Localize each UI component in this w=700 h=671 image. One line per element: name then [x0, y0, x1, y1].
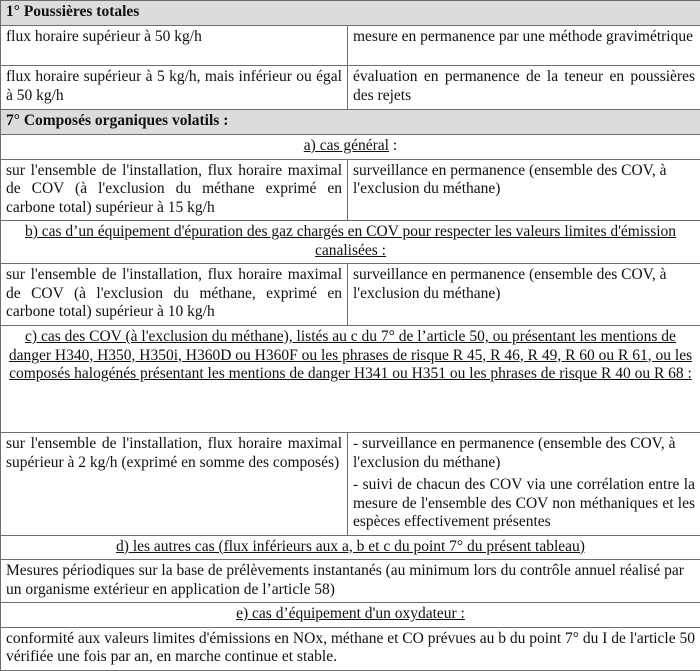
table-row — [1, 560, 700, 603]
table-row — [1, 66, 700, 110]
requirement-item: - suivi de chacun des COV via une corrélation entre la mesure de l'ensemble des COV non méthaniques et les espèces effectivement présentes — [353, 476, 695, 532]
condition-cell: sur l'ensemble de l'installation, flux horaire maximal supérieur à 2 kg/h (exprimé en somme des composés) — [1, 433, 348, 536]
section-title: 7° Composés organiques volatils : — [1, 110, 700, 135]
requirement-item: - surveillance en permanence (ensemble des COV, à l'exclusion du méthane) — [353, 435, 695, 472]
table-row — [1, 264, 700, 326]
section-header-voc — [1, 110, 700, 135]
subsection-header-case-e — [1, 603, 700, 628]
subsection-header-case-a — [1, 135, 700, 160]
table-row — [1, 627, 700, 670]
subsection-title-text: d) les autres cas (flux inférieurs aux a, b et c du point 7° du présent tableau) — [116, 538, 585, 555]
subsection-title-text: a) cas général — [304, 137, 389, 154]
table-row — [1, 26, 700, 66]
condition-cell: sur l'ensemble de l'installation, flux horaire maximal de COV (à l'exclusion du méthane exprimé en carbone total) supérieur à 15 kg/h — [1, 159, 348, 221]
subsection-title — [1, 535, 700, 560]
table-row — [1, 433, 700, 536]
subsection-header-case-c — [1, 326, 700, 433]
subsection-title-text: e) cas d’équipement d'un oxydateur : — [236, 605, 465, 622]
subsection-header-case-b — [1, 221, 700, 264]
subsection-header-case-d — [1, 535, 700, 560]
requirement-cell: surveillance en permanence (ensemble des COV, à l'exclusion du méthane) — [348, 264, 700, 326]
requirement-cell: mesure en permanence par une méthode gravimétrique — [348, 26, 700, 66]
condition-cell: sur l'ensemble de l'installation, flux horaire maximal de COV (à l'exclusion du méthane, exprimé en carbone total) supérieur à 10 kg/h — [1, 264, 348, 326]
requirement-cell: évaluation en permanence de la teneur en poussières des rejets — [348, 66, 700, 110]
section-title: 1° Poussières totales — [1, 1, 700, 26]
subsection-title — [1, 326, 700, 433]
condition-cell: flux horaire supérieur à 50 kg/h — [1, 26, 348, 66]
subsection-title-text: c) cas des COV (à l'exclusion du méthane), listés au c du 7° de l’article 50, ou présentant les mentions de danger H340, H350, H350i, H360D ou H360F ou les phrases de risque R 45, R 46, R 49, R 60 ou R 61, ou les composés halogénés présentant les mentions de danger H341 ou H351 ou les phrases de risque R 40 ou R 68 : — [9, 328, 692, 382]
subsection-title-text: b) cas d’un équipement d'épuration des gaz chargés en COV pour respecter les valeurs limites d'émission canalisées : — [25, 223, 676, 259]
requirement-cell: surveillance en permanence (ensemble des COV, à l'exclusion du méthane) — [348, 159, 700, 221]
requirement-cell — [348, 433, 700, 536]
subsection-title — [1, 221, 700, 264]
subsection-title — [1, 603, 700, 628]
full-width-cell: conformité aux valeurs limites d'émissions en NOx, méthane et CO prévues au b du point 7° du I de l'article 50 vérifiée une fois par an, en marche continue et stable. — [1, 627, 700, 670]
full-width-cell: Mesures périodiques sur la base de prélèvements instantanés (au minimum lors du contrôle annuel réalisé par un organisme extérieur en application de l’article 58) — [1, 560, 700, 603]
subsection-title-suffix: : — [389, 137, 397, 154]
subsection-title — [1, 135, 700, 160]
section-header-dust — [1, 1, 700, 26]
condition-cell: flux horaire supérieur à 5 kg/h, mais inférieur ou égal à 50 kg/h — [1, 66, 348, 110]
table-row — [1, 159, 700, 221]
